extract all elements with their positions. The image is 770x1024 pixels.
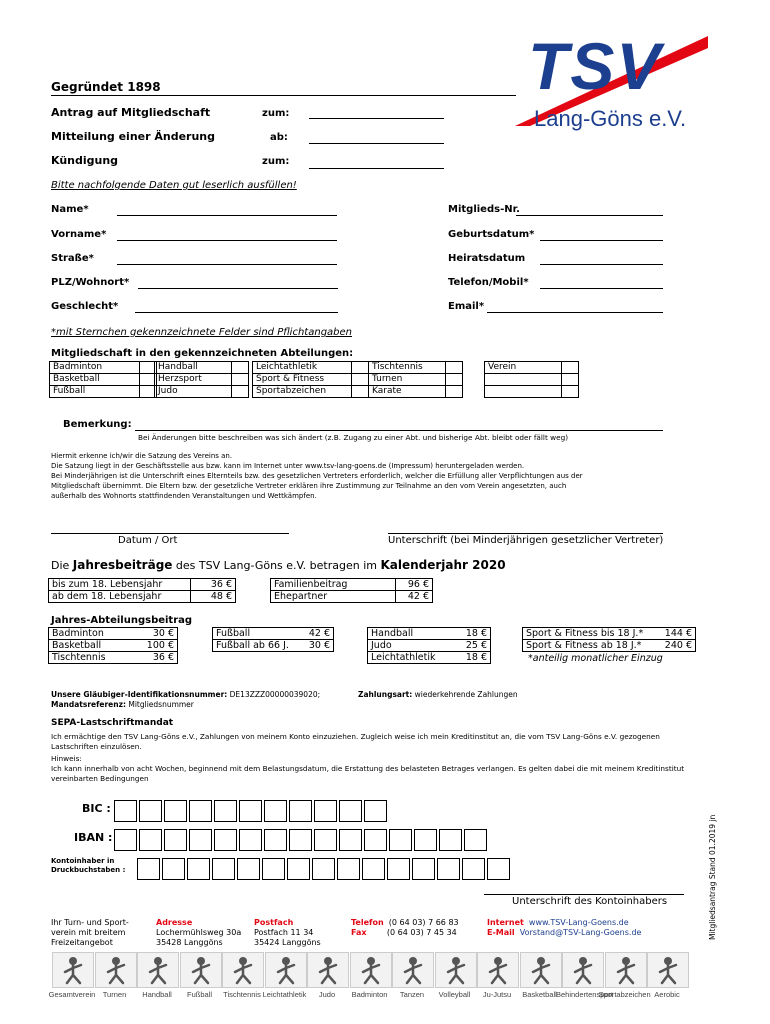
fee-value: 18 € — [456, 628, 491, 640]
sport-label: Ju-Jutsu — [482, 990, 512, 999]
sport-gesamtverein-icon — [52, 952, 94, 988]
dept-label: Herzsport — [155, 374, 232, 386]
fax-value: (0 64 03) 7 45 34 — [386, 928, 457, 937]
footer-intro-line: Ihr Turn- und Sport- — [51, 918, 129, 927]
telefon-field[interactable] — [540, 288, 663, 289]
table-row — [49, 579, 236, 591]
char-box[interactable] — [289, 829, 312, 851]
row-label-antrag: Antrag auf Mitgliedschaft — [51, 106, 211, 119]
mandate-ref-value: Mitgliedsnummer — [128, 700, 194, 709]
dept-label: Judo — [155, 386, 232, 398]
postbox-line: 35424 Langgöns — [254, 938, 321, 947]
parent-signature-label: Unterschrift (bei Minderjährigen gesetzlicher Vertreter) — [388, 535, 664, 546]
holder-name-input[interactable] — [137, 858, 512, 880]
footer-web — [487, 918, 641, 938]
sport-label: Tischtennis — [223, 990, 261, 999]
footer-intro — [51, 918, 129, 948]
plz-field[interactable] — [138, 288, 338, 289]
fee-label: Leichtathletik — [368, 652, 457, 664]
sport-label: Leichtathletik — [262, 990, 307, 999]
geburtsdatum-field[interactable] — [540, 240, 663, 241]
holder-label-1: Kontoinhaber in — [51, 857, 115, 865]
char-box[interactable] — [189, 800, 212, 822]
char-box[interactable] — [214, 829, 237, 851]
sport-tanzen-icon — [392, 952, 434, 988]
fee-value: 25 € — [456, 640, 491, 652]
email-field[interactable] — [487, 312, 663, 313]
fax-label: Fax — [351, 928, 367, 937]
char-box[interactable] — [264, 829, 287, 851]
dept-empty — [485, 386, 562, 398]
dept-fees-col3 — [367, 627, 491, 664]
name-field[interactable] — [117, 215, 337, 216]
char-box[interactable] — [164, 800, 187, 822]
sport-label: Gesamtverein — [48, 990, 96, 999]
declaration-line: Bei Minderjährigen ist die Unterschrift eines Elternteils bzw. des gesetzlichen Vertreters erforderlich, welcher die Erfüllung aller Verpflichtungen aus der — [51, 472, 583, 480]
creditor-id-value: DE13ZZZ00000039020; — [229, 690, 321, 699]
dept-checkbox[interactable] — [562, 374, 579, 386]
sport-judo-icon — [307, 952, 349, 988]
payment-type — [358, 690, 518, 699]
sport-label: Aerobic — [654, 990, 680, 999]
char-box[interactable] — [187, 858, 210, 880]
fee-value: 100 € — [137, 640, 178, 652]
label-geschlecht: Geschlecht* — [51, 301, 119, 312]
char-box[interactable] — [487, 858, 510, 880]
declaration-text — [51, 451, 691, 501]
dept-label: Leichtathletik — [253, 362, 352, 374]
sepa-line: Lastschriften einzulösen. — [51, 742, 142, 751]
dept-label: Sport & Fitness — [253, 374, 352, 386]
required-note: *mit Sternchen gekennzeichnete Felder sind Pflichtangaben — [51, 327, 353, 338]
payment-type-label: Zahlungsart: — [358, 690, 413, 699]
footer-intro-line: Freizeitangebot — [51, 938, 113, 947]
sport-tischtennis-icon — [222, 952, 264, 988]
heiratsdatum-field[interactable] — [540, 264, 663, 265]
char-box[interactable] — [464, 829, 487, 851]
iban-label: IBAN : — [74, 831, 113, 844]
label-vorname: Vorname* — [51, 229, 107, 240]
fee-label: ab dem 18. Lebensjahr — [49, 591, 191, 603]
char-box[interactable] — [387, 858, 410, 880]
fee-value: 36 € — [191, 579, 236, 591]
dept-label: Fußball — [50, 386, 140, 398]
fee-label: Ehepartner — [271, 591, 396, 603]
dept-label: Handball — [155, 362, 232, 374]
footer-phone — [351, 918, 459, 938]
logo-text: TSV — [528, 29, 663, 103]
sport-leichtathletik-icon — [265, 952, 307, 988]
logo-subtitle: Lang-Göns e.V. — [534, 106, 687, 131]
footer-address — [156, 918, 241, 948]
dept-label: Tischtennis — [369, 362, 446, 374]
sepa-line: Ich kann innerhalb von acht Wochen, beginnend mit dem Belastungsdatum, die Erstattung des belasteten Betrages verlangen. Es gelten dabei die mit meinem Kreditinstitut — [51, 764, 685, 773]
sport-ju-jutsu-icon — [477, 952, 519, 988]
dept-checkbox[interactable] — [232, 374, 249, 386]
fee-value: 30 € — [137, 628, 178, 640]
sport-label: Behindertensport — [556, 990, 614, 999]
phone-value: (0 64 03) 7 66 83 — [388, 918, 459, 927]
dept-checkbox[interactable] — [446, 386, 463, 398]
dept-fees-title: Jahres-Abteilungsbeitrag — [51, 615, 193, 626]
char-box[interactable] — [239, 800, 262, 822]
table-row — [49, 591, 236, 603]
mail-label: E-Mail — [487, 928, 515, 937]
dept-label: Badminton — [50, 362, 140, 374]
char-box[interactable] — [262, 858, 285, 880]
footer-intro-line: verein mit breitem — [51, 928, 126, 937]
fee-value: 96 € — [396, 579, 433, 591]
dept-checkbox[interactable] — [446, 374, 463, 386]
dept-fees-col2 — [212, 627, 334, 652]
sport-label: Basketball — [522, 990, 557, 999]
sport-label: Turnen — [102, 990, 127, 999]
sepa-line: vereinbarten Bedingungen — [51, 774, 149, 783]
row-suffix-ab: ab: — [270, 132, 288, 143]
char-box[interactable] — [264, 800, 287, 822]
fee-label: Fußball — [213, 628, 300, 640]
dept-checkbox[interactable] — [446, 362, 463, 374]
char-box[interactable] — [339, 800, 362, 822]
sport-aerobic-icon — [647, 952, 689, 988]
mitgliedsnr-field[interactable] — [516, 215, 663, 216]
declaration-line: Hiermit erkenne ich/wir die Satzung des Vereins an. — [51, 452, 233, 460]
row-label-kuendigung: Kündigung — [51, 154, 119, 167]
dept-checkbox[interactable] — [562, 362, 579, 374]
dept-empty — [485, 374, 562, 386]
fee-label: Familienbeitrag — [271, 579, 396, 591]
char-box[interactable] — [412, 858, 435, 880]
fees-title — [51, 558, 506, 572]
char-box[interactable] — [237, 858, 260, 880]
remark-hint: Bei Änderungen bitte beschreiben was sich ändert (z.B. Zugang zu einer Abt. und bisherige Abt. bleibt oder fällt weg) — [138, 433, 569, 442]
fee-value: 48 € — [191, 591, 236, 603]
char-box[interactable] — [437, 858, 460, 880]
creditor-id-label: Unsere Gläubiger-Identifikationsnummer: — [51, 690, 228, 699]
holder-signature-label: Unterschrift des Kontoinhabers — [512, 896, 668, 907]
dept-checkbox[interactable] — [352, 362, 369, 374]
char-box[interactable] — [364, 800, 387, 822]
char-box[interactable] — [314, 829, 337, 851]
label-strasse: Straße* — [51, 253, 94, 264]
dept-label: Sportabzeichen — [253, 386, 352, 398]
fee-label: Sport & Fitness bis 18 J.* — [523, 628, 652, 640]
aenderung-date-field[interactable] — [309, 143, 444, 144]
vorname-field[interactable] — [117, 240, 337, 241]
web-link[interactable]: www.TSV-Lang-Goens.de — [528, 918, 629, 927]
fee-value: 30 € — [299, 640, 334, 652]
antrag-date-field[interactable] — [309, 118, 444, 119]
char-box[interactable] — [189, 829, 212, 851]
char-box[interactable] — [364, 829, 387, 851]
sport-fu-ball-icon — [180, 952, 222, 988]
label-email: Email* — [448, 301, 485, 312]
fees-title-year: Kalenderjahr 2020 — [380, 558, 506, 572]
remark-label: Bemerkung: — [63, 419, 132, 430]
char-box[interactable] — [462, 858, 485, 880]
fee-label: Handball — [368, 628, 457, 640]
sport-volleyball-icon — [435, 952, 477, 988]
dept-label: Karate — [369, 386, 446, 398]
declaration-line: außerhalb des Wohnorts stattfindenden Veranstaltungen und Wettkämpfen. — [51, 492, 317, 500]
sport-label: Tanzen — [399, 990, 425, 999]
label-plz: PLZ/Wohnort* — [51, 277, 130, 288]
fees-basic-table — [48, 578, 236, 603]
logo — [470, 28, 720, 138]
holder-label-2: Druckbuchstaben : — [51, 866, 126, 874]
dept-fees-col4 — [522, 627, 696, 652]
fee-label: bis zum 18. Lebensjahr — [49, 579, 191, 591]
fee-label: Basketball — [49, 640, 138, 652]
table-row — [271, 591, 433, 603]
fees-title-bold: Jahresbeiträge — [72, 558, 173, 572]
side-note: Mitgliedsantrag Stand 01.2019 jn — [708, 814, 717, 940]
label-mitgliedsnr: Mitglieds-Nr. — [448, 204, 520, 215]
fee-value: 42 € — [299, 628, 334, 640]
dept4-note: *anteilig monatlicher Einzug — [528, 653, 663, 664]
sport-label: Judo — [318, 990, 336, 999]
row-suffix-zum-2: zum: — [262, 156, 290, 167]
char-box[interactable] — [139, 800, 162, 822]
departments-col4 — [368, 361, 463, 398]
address-title: Adresse — [156, 918, 193, 927]
char-box[interactable] — [337, 858, 360, 880]
row-suffix-zum: zum: — [262, 108, 290, 119]
char-box[interactable] — [289, 800, 312, 822]
sepa-hint: Hinweis: — [51, 754, 82, 763]
char-box[interactable] — [362, 858, 385, 880]
fee-label: Tischtennis — [49, 652, 138, 664]
instruction-text: Bitte nachfolgende Daten gut leserlich ausfüllen! — [51, 180, 297, 191]
creditor-id — [51, 690, 320, 699]
char-box[interactable] — [239, 829, 262, 851]
footer-postbox — [254, 918, 321, 948]
departments-title: Mitgliedschaft in den gekennzeichneten Abteilungen: — [51, 348, 354, 359]
sepa-line: Ich ermächtige den TSV Lang-Göns e.V., Zahlungen von meinem Konto einzuziehen. Zugleich weise ich mein Kreditinstitut an, die vom TSV Lang-Göns e.V. gezogenen — [51, 732, 660, 741]
departments-col2 — [154, 361, 249, 398]
fee-value: 42 € — [396, 591, 433, 603]
sport-behindertensport-icon — [562, 952, 604, 988]
departments-col3 — [252, 361, 369, 398]
char-box[interactable] — [114, 800, 137, 822]
declaration-line: Mitgliedschaft übernimmt. Die Eltern bzw. der gesetzliche Vertreter erklären ihre Zustimmung zur Teilnahme an den vom Verein angesetzten, auch — [51, 482, 567, 490]
holder-signature-field[interactable] — [484, 894, 684, 895]
dept-checkbox[interactable] — [562, 386, 579, 398]
sport-sportabzeichen-icon — [605, 952, 647, 988]
postbox-title: Postfach — [254, 918, 294, 927]
founded-text: Gegründet 1898 — [51, 80, 161, 94]
fees-family-table — [270, 578, 433, 603]
remark-field[interactable] — [135, 430, 663, 431]
char-box[interactable] — [339, 829, 362, 851]
sport-label: Volleyball — [438, 990, 471, 999]
sport-label: Fußball — [186, 990, 212, 999]
fee-label: Judo — [368, 640, 457, 652]
label-telefon: Telefon/Mobil* — [448, 277, 529, 288]
fee-label: Fußball ab 66 J. — [213, 640, 300, 652]
fees-title-mid: des TSV Lang-Göns e.V. betragen im — [172, 559, 381, 572]
bic-input[interactable] — [114, 800, 389, 822]
char-box[interactable] — [312, 858, 335, 880]
fee-value: 144 € — [651, 628, 696, 640]
web-label: Internet — [487, 918, 524, 927]
dept-label: Verein — [485, 362, 562, 374]
iban-input[interactable] — [114, 829, 489, 851]
fee-value: 18 € — [456, 652, 491, 664]
char-box[interactable] — [162, 858, 185, 880]
label-geburtsdatum: Geburtsdatum* — [448, 229, 535, 240]
row-label-aenderung: Mitteilung einer Änderung — [51, 130, 216, 143]
sport-label: Badminton — [351, 990, 388, 999]
char-box[interactable] — [214, 800, 237, 822]
sport-label: Sportabzeichen — [598, 990, 651, 999]
payment-type-value: wiederkehrende Zahlungen — [414, 690, 518, 699]
geschlecht-field[interactable] — [135, 312, 338, 313]
dept-fees-col1 — [48, 627, 178, 664]
char-box[interactable] — [439, 829, 462, 851]
char-box[interactable] — [137, 858, 160, 880]
char-box[interactable] — [139, 829, 162, 851]
mail-link[interactable]: Vorstand@TSV-Lang-Goens.de — [519, 928, 642, 937]
sport-basketball-icon — [520, 952, 562, 988]
mandate-ref — [51, 700, 194, 709]
sport-handball-icon — [137, 952, 179, 988]
char-box[interactable] — [164, 829, 187, 851]
postbox-line: Postfach 11 34 — [254, 928, 314, 937]
strasse-field[interactable] — [117, 264, 337, 265]
label-name: Name* — [51, 204, 89, 215]
kuendigung-date-field[interactable] — [309, 168, 444, 169]
dept-checkbox[interactable] — [232, 386, 249, 398]
fee-value: 240 € — [651, 640, 696, 652]
fees-title-pre: Die — [51, 559, 73, 572]
address-line: Lochermühlsweg 30a — [156, 928, 242, 937]
bic-label: BIC : — [82, 802, 111, 815]
header-rule — [51, 95, 516, 96]
dept-checkbox[interactable] — [232, 362, 249, 374]
address-line: 35428 Langgöns — [156, 938, 223, 947]
dept-checkbox[interactable] — [352, 374, 369, 386]
fee-label: Sport & Fitness ab 18 J.* — [523, 640, 652, 652]
char-box[interactable] — [287, 858, 310, 880]
fee-label: Badminton — [49, 628, 138, 640]
parent-signature-field[interactable] — [388, 533, 663, 534]
dept-checkbox[interactable] — [352, 386, 369, 398]
char-box[interactable] — [389, 829, 412, 851]
table-row — [271, 579, 433, 591]
phone-label: Telefon — [351, 918, 384, 927]
char-box[interactable] — [212, 858, 235, 880]
mandate-ref-label: Mandatsreferenz: — [51, 700, 126, 709]
sepa-title: SEPA-Lastschriftmandat — [51, 718, 174, 728]
sport-turnen-icon — [95, 952, 137, 988]
sport-label: Handball — [142, 990, 172, 999]
holder-label — [51, 857, 125, 875]
label-heiratsdatum: Heiratsdatum — [448, 253, 526, 264]
char-box[interactable] — [114, 829, 137, 851]
fee-value: 36 € — [137, 652, 178, 664]
sport-badminton-icon — [350, 952, 392, 988]
char-box[interactable] — [414, 829, 437, 851]
dept-label: Basketball — [50, 374, 140, 386]
date-place-field[interactable] — [51, 533, 289, 534]
departments-col1 — [49, 361, 157, 398]
dept-label: Turnen — [369, 374, 446, 386]
sepa-text — [51, 732, 711, 784]
date-place-label: Datum / Ort — [118, 535, 178, 546]
departments-col5 — [484, 361, 579, 398]
declaration-line: Die Satzung liegt in der Geschäftsstelle aus bzw. kann im Internet unter www.tsv-lang-goens.de (Impressum) heruntergeladen werden. — [51, 462, 525, 470]
char-box[interactable] — [314, 800, 337, 822]
